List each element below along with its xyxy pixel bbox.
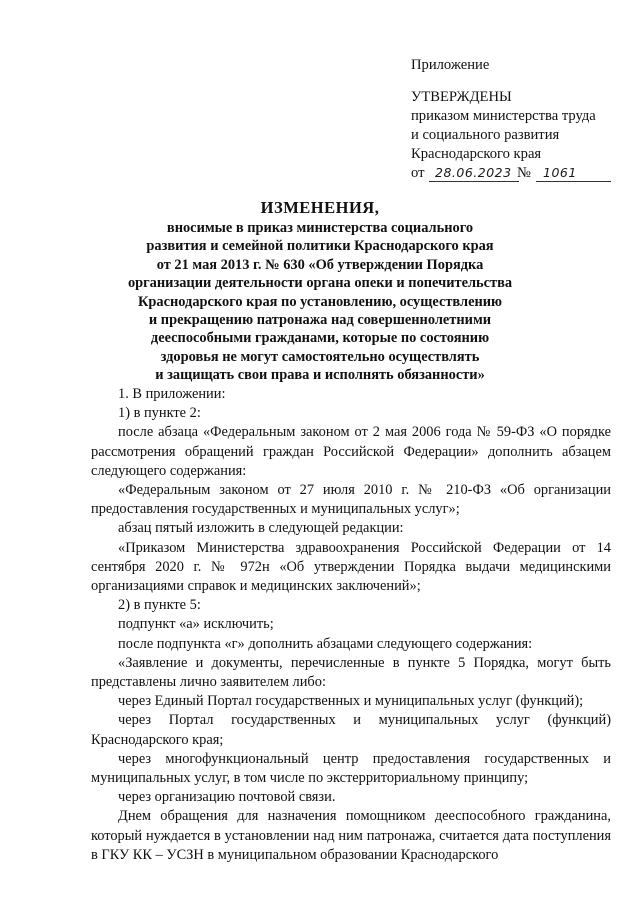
title-line-7: дееспособными гражданами, которые по состоянию xyxy=(150,330,490,347)
paragraph: Днем обращения для назначения помощником дееспособного гражданина, который нуждается в установлении над ним патронажа, считается дата поступления в ГКУ КК – УСЗН в муниципальном образовании Краснодарского xyxy=(91,808,611,863)
paragraph: «Приказом Министерства здравоохранения Российской Федерации от 14 сентября 2020 г. № 972н «Об утверждении Порядка выдачи медицинскими организациями справок и медицинских заключений»; xyxy=(91,539,611,595)
paragraph: подпункт «а» исключить; xyxy=(118,616,274,633)
order-number: 1061 xyxy=(543,165,577,180)
title-line-3: от 21 мая 2013 г. № 630 «Об утверждении Порядка xyxy=(156,256,484,273)
title-line-4: организации деятельности органа опеки и попечительства xyxy=(127,275,513,292)
approval-line-3: Краснодарского края xyxy=(411,146,542,162)
number-label: № xyxy=(517,165,531,181)
approval-line-2: и социального развития xyxy=(411,127,560,143)
order-date-line xyxy=(411,164,621,184)
paragraph: через организацию почтовой связи. xyxy=(118,789,336,806)
paragraph: «Федеральным законом от 27 июля 2010 г. № 210-ФЗ «Об организации предоставления государственных и муниципальных услуг»; xyxy=(91,482,611,518)
paragraph: через Единый Портал государственных и муниципальных услуг (функций); xyxy=(118,693,584,710)
paragraph: 2) в пункте 5: xyxy=(118,597,201,614)
title-line-9: и защищать свои права и исполнять обязанности» xyxy=(155,367,485,384)
date-prefix: от xyxy=(411,165,425,181)
paragraph: 1. В приложении: xyxy=(118,386,226,402)
title-line-8: здоровья не могут самостоятельно осуществлять xyxy=(160,348,480,365)
title-main: ИЗМЕНЕНИЯ, xyxy=(260,198,380,217)
paragraph: после абзаца «Федеральным законом от 2 мая 2006 года № 59-ФЗ «О порядке рассмотрения обращений граждан Российской Федерации» дополнить абзацем следующего содержания: xyxy=(91,424,611,479)
title-line-6: и прекращению патронажа над совершеннолетними xyxy=(148,312,492,329)
appendix-label: Приложение xyxy=(411,57,490,73)
title-line-1: вносимые в приказ министерства социального xyxy=(166,220,474,236)
paragraph: через Портал государственных и муниципальных услуг (функций) Краснодарского края; xyxy=(91,712,611,748)
title-line-5: Краснодарского края по установлению, осуществлению xyxy=(137,293,503,310)
paragraph: после подпункта «г» дополнить абзацами следующего содержания: xyxy=(118,635,533,652)
paragraph: абзац пятый изложить в следующей редакции: xyxy=(118,520,404,537)
paragraph: через многофункциональный центр предоставления государственных и муниципальных услуг, в том числе по экстерриториальному принципу; xyxy=(91,750,611,787)
title-line-2: развития и семейной политики Краснодарского края xyxy=(146,238,494,255)
document-title xyxy=(120,197,520,385)
paragraph: 1) в пункте 2: xyxy=(118,405,201,422)
approval-line-1: приказом министерства труда xyxy=(411,108,596,124)
order-date: 28.06.2023 xyxy=(435,165,512,180)
approved-label: УТВЕРЖДЕНЫ xyxy=(411,89,512,105)
approval-block xyxy=(411,56,621,184)
document-body xyxy=(91,385,611,865)
paragraph: «Заявление и документы, перечисленные в пункте 5 Порядка, могут быть представлены лично заявителем либо: xyxy=(91,654,611,691)
